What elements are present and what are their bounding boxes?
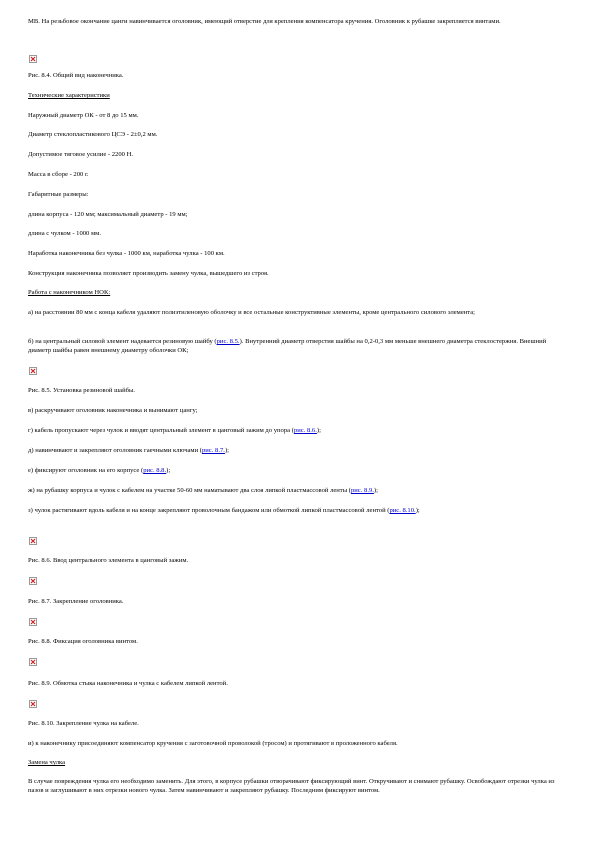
figure-link-8-7[interactable]: рис. 8.7. — [201, 447, 225, 454]
step-z: з) чулок растягивают вдоль кабеля и на конце закрепляют проволочным бандажом или обмоткой липкой пластмассовой лентой (рис. 8.10.); — [28, 507, 420, 514]
figure-caption-8-10: Рис. 8.10. Закрепление чулка на кабеле. — [28, 720, 139, 727]
figure-link-8-6[interactable]: рис. 8.6. — [293, 427, 317, 434]
spec-outer-diameter: Наружный диаметр ОК - от 8 до 15 мм. — [28, 112, 139, 119]
step-g: г) кабель пропускают через чулок и вводят центральный элемент в цанговый зажим до упора (рис. 8.6.); — [28, 427, 321, 434]
heading-stocking-replacement: Замена чулка — [28, 759, 66, 766]
figure-caption-8-8: Рис. 8.8. Фиксация оголовника винтом. — [28, 638, 138, 645]
spec-body-length: длина корпуса - 120 мм; максимальный диаметр - 19 мм; — [28, 211, 188, 218]
spec-length-with-stocking: длина с чулком - 1000 мм. — [28, 230, 102, 237]
step-v: в) раскручивают оголовник наконечника и вынимают цангу; — [28, 407, 198, 414]
step-a: а) на расстоянии 80 мм с конца кабеля удаляют полиэтиленовую оболочку и все остальные конструктивные элементы, кроме центрального силового элемента; — [28, 309, 476, 316]
spec-dimensions: Габаритные размеры: — [28, 191, 89, 198]
broken-image-icon — [29, 658, 37, 666]
spec-mass: Масса в сборе - 200 г. — [28, 171, 89, 178]
figure-link-8-10[interactable]: рис. 8.10. — [389, 507, 416, 514]
step-i: и) к наконечнику присоединяют компенсатор кручения с заготовочной проволокой (тросом) и протягивают в проложенного кабеля. — [28, 740, 398, 747]
step-e: е) фиксируют оголовник на его корпусе (рис. 8.8.); — [28, 467, 171, 474]
figure-caption-8-6: Рис. 8.6. Ввод центрального элемента в цанговый зажим. — [28, 557, 189, 564]
heading-technical-specs: Технические характеристики — [28, 92, 110, 99]
figure-caption-8-5: Рис. 8.5. Установка резиновой шайбы. — [28, 387, 136, 394]
step-zh: ж) на рубашку корпуса и чулок с кабелем на участке 50-60 мм наматывают два слоя липкой пластмассовой ленты (рис. 8.9.); — [28, 487, 378, 494]
spec-service-life: Наработка наконечника без чулка - 1000 км, наработка чулка - 100 км. — [28, 250, 225, 257]
figure-link-8-8[interactable]: рис. 8.8. — [143, 467, 167, 474]
figure-caption-8-7: Рис. 8.7. Закрепление оголовника. — [28, 598, 124, 605]
broken-image-icon — [29, 577, 37, 585]
broken-image-icon — [29, 618, 37, 626]
figure-link-8-5[interactable]: рис. 8.5. — [216, 338, 240, 345]
step-b: б) на центральный силовой элемент надевается резиновую шайбу (рис. 8.5.). Внутренний диаметр отверстия шайбы на 0,2-0,3 мм меньше внешнего диаметра стеклостержня. Внешний диаметр шайбы равен внешнему диаметру оболочки ОК; — [28, 338, 547, 354]
broken-image-icon — [29, 537, 37, 545]
broken-image-icon — [29, 367, 37, 375]
figure-caption-8-4: Рис. 8.4. Общий вид наконечника. — [28, 72, 124, 79]
spec-tensile-force: Допустимое тяговое усилие - 2200 Н. — [28, 151, 134, 158]
intro-paragraph: МВ. На резьбовое окончание цанги навинчивается оголовник, имеющий отверстие для крепления компенсатора кручения. Оголовник к рубашке закрепляется винтами. — [28, 18, 501, 25]
figure-link-8-9[interactable]: рис. 8.9. — [350, 487, 374, 494]
broken-image-icon — [29, 55, 37, 63]
figure-caption-8-9: Рис. 8.9. Обмотка стыка наконечника и чулка с кабелем липкой лентой. — [28, 680, 228, 687]
step-d: д) навинчивают и закрепляют оголовник гаечными ключами (рис. 8.7.); — [28, 447, 229, 454]
spec-replacement-note: Конструкция наконечника позволяет производить замену чулка, вышедшего из строя. — [28, 270, 269, 277]
heading-working-procedure: Работа с наконечником НОК: — [28, 289, 111, 296]
replacement-paragraph: В случае повреждения чулка его необходимо заменить. Для этого, в корпусе рубашки отворачивают фиксирующий винт. Откручивают и снимают рубашку. Освобождают отрезки чулка из пазов и заглушивают в них отрезки нового чулка. Затем навинчивают и закрепляют рубашку. Последним фиксируют винтом. — [28, 778, 555, 794]
broken-image-icon — [29, 700, 37, 708]
spec-fiberglass-diameter: Диаметр стеклопластикового ЦСЭ - 2±0,2 мм. — [28, 131, 158, 138]
